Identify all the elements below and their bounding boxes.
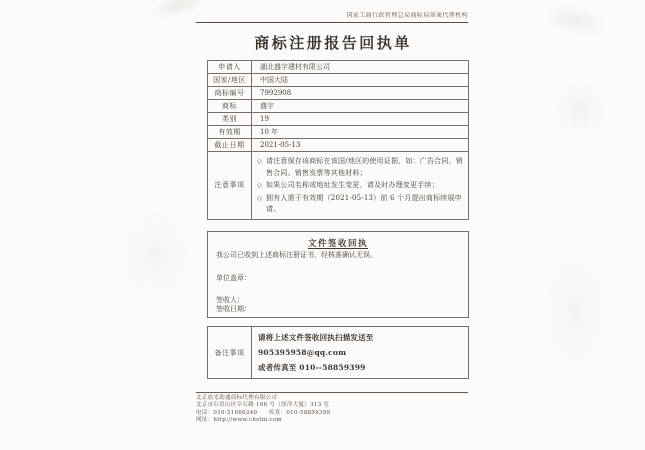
scan-smudge — [545, 250, 605, 370]
trademark-info-table — [207, 60, 469, 220]
sign-date-label: 签收日期： — [216, 305, 251, 313]
table-row — [208, 126, 469, 139]
footer-address: 北京市石景山区阜石路 166 号（泽洋大厦）313 室 — [196, 402, 330, 409]
row-value: 19 — [252, 113, 469, 126]
unit-seal-label: 单位盖章： — [216, 274, 251, 282]
remarks-line: 请将上述文件签收回执扫描发送至 905395958@qq.com — [258, 333, 374, 357]
remarks-row — [208, 327, 469, 379]
receipt-statement: 我公司已收到上述商标注册证书，经核准确认无误。 — [216, 251, 377, 259]
row-value: 中国大陆 — [252, 74, 469, 87]
row-value: 盛宇 — [252, 100, 469, 113]
footer-phone-fax: 电话：010-51666240 传真：010-58859399 — [196, 409, 331, 416]
row-label: 截止日期 — [208, 139, 252, 152]
footer-company: 北京晨光助通商标代理有限公司 — [196, 395, 278, 401]
note-text: 请注意保存该商标在该国/地区的使用证据，如：广告合同、销售合同、销售发票等其他材料； — [266, 157, 463, 177]
agency-footer — [196, 395, 471, 424]
remarks-line: 或者传真至 010--58859399 — [258, 363, 366, 372]
note-item — [257, 193, 464, 216]
row-label: 申请人 — [208, 61, 252, 74]
footer-website: 网址：http://www.chstm.com — [196, 416, 282, 423]
table-row — [208, 113, 469, 126]
row-value: 10 年 — [252, 126, 469, 139]
note-item — [257, 156, 464, 179]
scan-smudge — [555, 80, 605, 140]
row-label: 商标编号 — [208, 87, 252, 100]
row-label: 备注事项 — [208, 327, 252, 379]
table-row — [208, 87, 469, 100]
scan-smudge — [538, 0, 612, 42]
row-label: 商标 — [208, 100, 252, 113]
remarks-cell — [252, 327, 469, 379]
footer-rule — [196, 392, 468, 393]
scan-smudge — [120, 210, 190, 300]
diamond-bullet-icon: ◇ — [257, 181, 262, 189]
row-value: 7992908 — [252, 87, 469, 100]
header-rule — [196, 22, 468, 23]
receipt-box-title: 文件签收回执 — [307, 239, 368, 249]
remarks-table — [207, 326, 469, 379]
row-label: 注意事项 — [208, 152, 252, 220]
row-value: 湖北盛宇建材有限公司 — [252, 61, 469, 74]
scanned-document — [195, 0, 471, 450]
diamond-bullet-icon: ◇ — [257, 193, 262, 202]
row-label: 类别 — [208, 113, 252, 126]
note-text: 拥有人需于有效期（2021-05-13）前 6 个月提出商标续展申请。 — [266, 193, 462, 213]
receipt-acknowledgement-box — [207, 231, 469, 318]
note-item — [257, 180, 464, 192]
diamond-bullet-icon: ◇ — [257, 157, 262, 165]
signer-label: 签收人： — [216, 296, 244, 304]
note-text: 如果公司名称或地址发生变更，请及时办理变更手续； — [266, 181, 439, 189]
document-title: 商标注册报告回执单 — [254, 34, 412, 52]
table-row — [208, 139, 469, 152]
table-row — [208, 61, 469, 74]
row-label: 国家/地区 — [208, 74, 252, 87]
notes-cell — [252, 152, 469, 220]
table-row — [208, 100, 469, 113]
agency-registration-note: 国家工商行政管理总局商标局备案代理机构 — [346, 12, 468, 19]
row-label: 有效期 — [208, 126, 252, 139]
notes-row — [208, 152, 469, 220]
table-row — [208, 74, 469, 87]
row-value: 2021-05-13 — [252, 139, 469, 152]
